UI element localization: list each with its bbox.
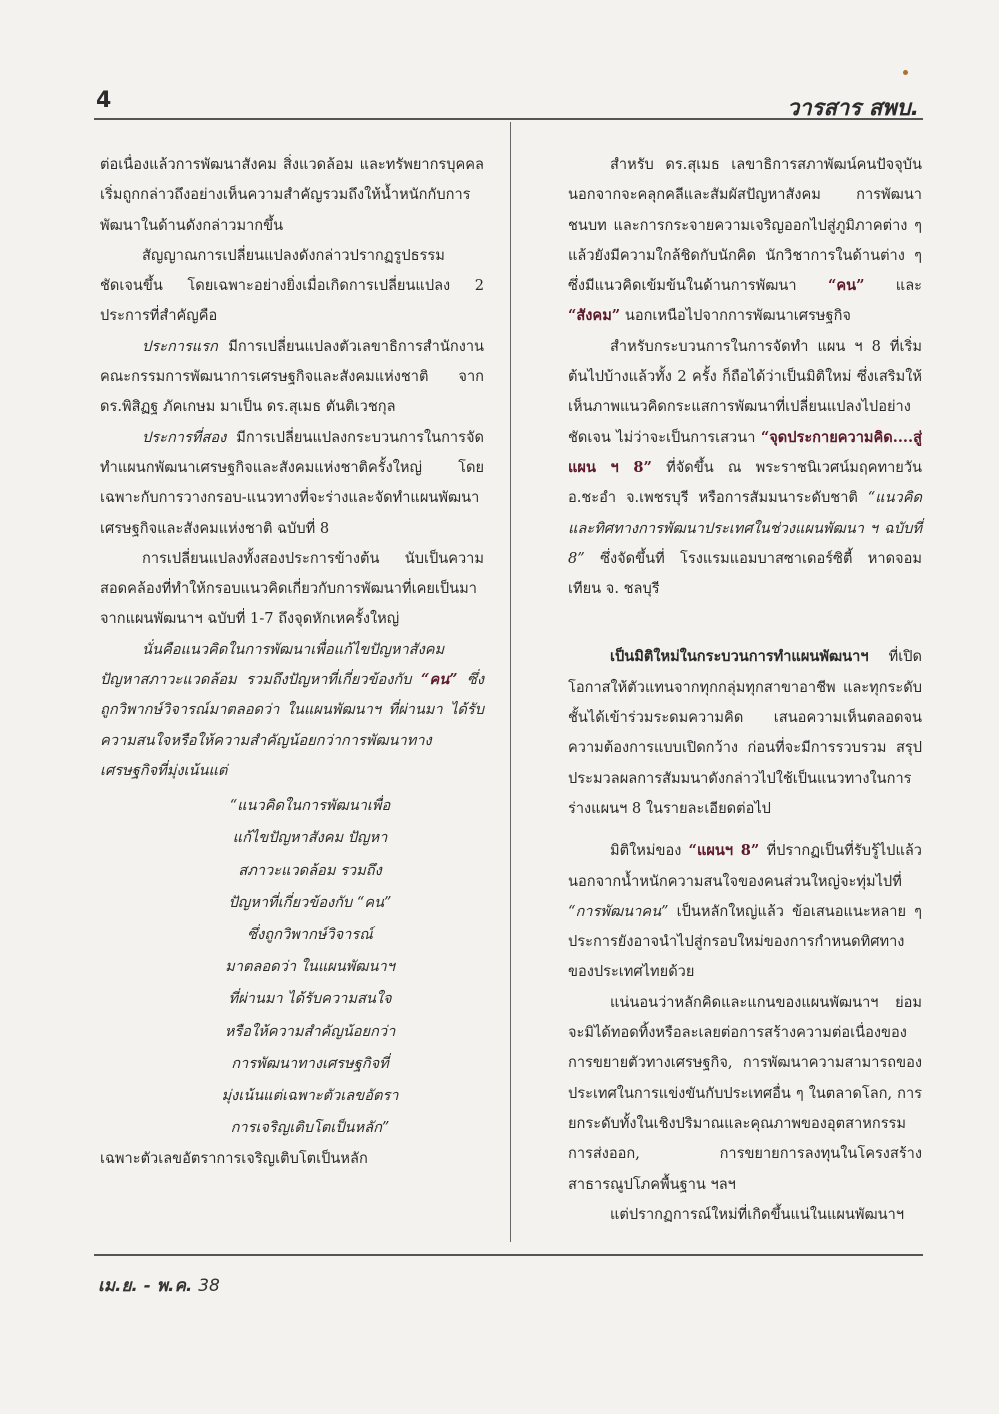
paragraph: ประการที่สอง มีการเปลี่ยนแปลงกระบวนการในการจัดทำแผนกพัฒนาเศรษฐกิจและสังคมแห่งชาติครั้งใหญ่ โดยเฉพาะกับการวางกรอบ-แนวทางที่จะร่างและจัดทำแผนพัฒนาเศรษฐกิจและสังคมแห่งชาติ ฉบับที่ 8	[100, 428, 484, 537]
footer-date: เม.ย. - พ.ค. 38	[98, 1276, 220, 1296]
left-column	[100, 150, 484, 1175]
journal-title: วารสาร สพบ.	[786, 96, 919, 121]
page-number: 4	[96, 88, 112, 113]
paragraph: แต่ปรากฏการณ์ใหม่ที่เกิดขึ้นแน่ในแผนพัฒนาฯ	[610, 1205, 905, 1223]
paragraph: การเปลี่ยนแปลงทั้งสองประการข้างต้น นับเป็นความสอดคล้องที่ทำให้กรอบแนวคิดเกี่ยวกับการพัฒนาที่เคยเป็นมาจากแผนพัฒนาฯ ฉบับที่ 1-7 ถึงจุดหักเหครั้งใหญ่	[100, 549, 484, 628]
right-column	[568, 150, 922, 1230]
paragraph: ประการแรก มีการเปลี่ยนแปลงตัวเลขาธิการสำนักงานคณะกรรมการพัฒนาการเศรษฐกิจและสังคมแห่งชาติ จาก ดร.พิสิฏฐ ภัคเกษม มาเป็น ดร.สุเมธ ตันติเวชกุล	[100, 337, 484, 416]
pull-quote: “แนวคิดในการพัฒนาเพื่อ แก้ไขปัญหาสังคม ปัญหา สภาวะแวดล้อม รวมถึง ปัญหาที่เกี่ยวข้องกับ “คน” ซึ่งถูกวิพากษ์วิจารณ์ มาตลอดว่า ในแผนพัฒนาฯ ที่ผ่านมา ได้รับความสนใจ หรือให้ความสำคัญน้อยกว่า การพัฒนาทางเศรษฐกิจที่ มุ่งเน้นแต่เฉพาะตัวเลขอัตรา การเจริญเติบโตเป็นหลัก”	[221, 797, 399, 1137]
footer-rule	[94, 1254, 923, 1256]
column-divider	[510, 122, 511, 1242]
paragraph: สัญญาณการเปลี่ยนแปลงดังกล่าวปรากฏรูปธรรมชัดเจนขึ้น โดยเฉพาะอย่างยิ่งเมื่อเกิดการเปลี่ยนแปลง 2 ประการที่สำคัญคือ	[100, 246, 484, 325]
paragraph: เป็นมิติใหม่ในกระบวนการทำแผนพัฒนาฯ ที่เปิดโอกาสให้ตัวแทนจากทุกกลุ่มทุกสาขาอาชีพ และทุกระดับชั้นได้เข้าร่วมระดมความคิด เสนอความเห็นตลอดจนความต้องการแบบเปิดกว้าง ก่อนที่จะมีการรวบรวม สรุปประมวลผลการสัมมนาดังกล่าวไปใช้เป็นแนวทางในการร่างแผนฯ 8 ในรายละเอียดต่อไป	[568, 648, 922, 817]
paragraph: ต่อเนื่องแล้วการพัฒนาสังคม สิ่งแวดล้อม และทรัพยากรบุคคล เริ่มถูกกล่าวถึงอย่างเห็นความสำคัญรวมถึงให้น้ำหนักกับการพัฒนาในด้านดังกล่าวมากขึ้น	[100, 156, 484, 234]
paragraph: มิติใหม่ของ “แผนฯ 8” ที่ปรากฏเป็นที่รับรู้ไปแล้ว นอกจากน้ำหนักความสนใจของคนส่วนใหญ่จะทุ่มไปที่ “การพัฒนาคน” เป็นหลักใหญ่แล้ว ข้อเสนอแนะหลาย ๆ ประการยังอาจนำไปสู่กรอบใหม่ของการกำหนดทิศทางของประเทศไทยด้วย	[568, 842, 922, 981]
paragraph: สำหรับ ดร.สุเมธ เลขาธิการสภาพัฒน์คนปัจจุบัน นอกจากจะคลุกคลีและสัมผัสปัญหาสังคม การพัฒนาชนบท และการกระจายความเจริญออกไปสู่ภูมิภาคต่าง ๆ แล้วยังมีความใกล้ชิดกับนักคิด นักวิชาการในด้านต่าง ๆ ซึ่งมีแนวคิดเข้มข้นในด้านการพัฒนา “คน” และ “สังคม” นอกเหนือไปจากการพัฒนาเศรษฐกิจ	[568, 156, 922, 325]
paragraph: เฉพาะตัวเลขอัตราการเจริญเติบโตเป็นหลัก	[100, 1150, 368, 1168]
paragraph: สำหรับกระบวนการในการจัดทำ แผน ฯ 8 ที่เริ่มต้นไปบ้างแล้วทั้ง 2 ครั้ง ก็ถือได้ว่าเป็นมิติใหม่ ซึ่งเสริมให้เห็นภาพแนวคิดกระแสการพัฒนาที่เปลี่ยนแปลงไปอย่างชัดเจน ไม่ว่าจะเป็นการเสวนา “จุดประกายความคิด....สู่แผน ฯ 8” ที่จัดขึ้น ณ พระราชนิเวศน์มฤคทายวัน อ.ชะอำ จ.เพชรบุรี หรือการสัมมนาระดับชาติ “แนวคิดและทิศทางการพัฒนาประเทศในช่วงแผนพัฒนา ฯ ฉบับที่ 8” ซึ่งจัดขึ้นที่ โรงแรมแอมบาสซาเดอร์ซิตี้ หาดจอมเทียน จ. ชลบุรี	[568, 337, 922, 598]
paragraph: แน่นอนว่าหลักคิดและแกนของแผนพัฒนาฯ ย่อมจะมิได้ทอดทิ้งหรือละเลยต่อการสร้างความต่อเนื่องของการขยายตัวทางเศรษฐกิจ, การพัฒนาความสามารถของประเทศในการแข่งขันกับประเทศอื่น ๆ ในตลาดโลก, การยกระดับทั้งในเชิงปริมาณและคุณภาพของอุตสาหกรรมการส่งออก, การขยายการลงทุนในโครงสร้างสาธารณูปโภคพื้นฐาน ฯลฯ	[568, 993, 922, 1193]
print-speck	[903, 70, 908, 75]
paragraph: นั่นคือแนวคิดในการพัฒนาเพื่อแก้ไขปัญหาสังคม ปัญหาสภาวะแวดล้อม รวมถึงปัญหาที่เกี่ยวข้องกับ “คน” ซึ่งถูกวิพากษ์วิจารณ์มาตลอดว่า ในแผนพัฒนาฯ ที่ผ่านมา ได้รับความสนใจหรือให้ความสำคัญน้อยกว่าการพัฒนาทางเศรษฐกิจที่มุ่งเน้นแต่	[100, 640, 484, 779]
header-rule	[94, 118, 923, 120]
